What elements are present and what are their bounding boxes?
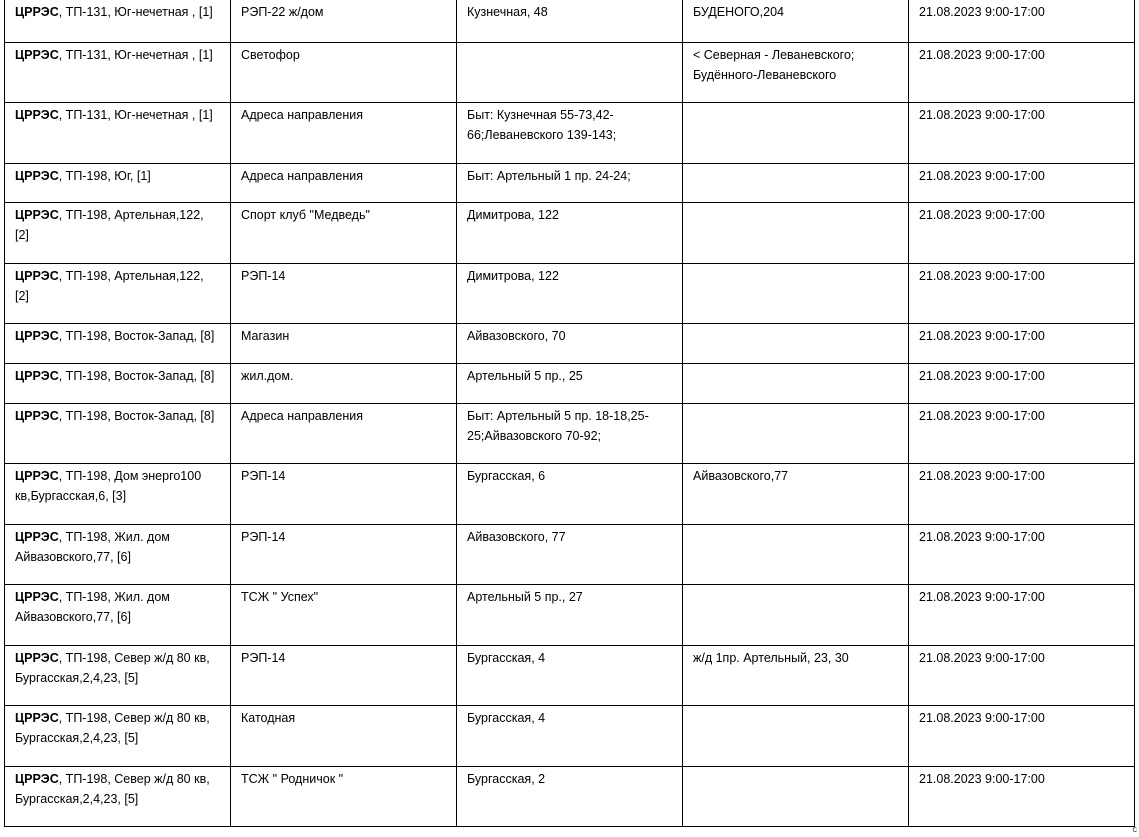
org-name: ЦРРЭС (15, 268, 59, 283)
table-row (5, 705, 1135, 766)
cell-department (5, 463, 231, 524)
substation-info: , ТП-198, Жил. дом Айвазовского,77, [6] (15, 589, 170, 624)
table-row (5, 42, 1135, 102)
substation-info: , ТП-131, Юг-нечетная , [1] (58, 107, 213, 122)
cell-extra-address: Айвазовского,77 (683, 463, 909, 524)
cell-address: Быт: Артельный 1 пр. 24-24; (457, 163, 683, 202)
cell-extra-address: БУДЕНОГО,204 (683, 0, 909, 42)
cell-extra-address (683, 584, 909, 645)
cell-date-time: 21.08.2023 9:00-17:00 (909, 584, 1135, 645)
cell-extra-address: < Северная - Леваневского; Будённого-Леваневского (683, 42, 909, 102)
cell-department (5, 403, 231, 463)
cell-address: Бургасская, 6 (457, 463, 683, 524)
cell-date-time: 21.08.2023 9:00-17:00 (909, 363, 1135, 403)
cell-address: Быт: Артельный 5 пр. 18-18,25-25;Айвазовского 70-92; (457, 403, 683, 463)
cell-consumer: Спорт клуб "Медведь" (231, 202, 457, 263)
cell-extra-address (683, 263, 909, 323)
cell-address: Бургасская, 2 (457, 766, 683, 826)
cell-address: Бургасская, 4 (457, 705, 683, 766)
cell-consumer: ТСЖ " Успех" (231, 584, 457, 645)
cell-department (5, 163, 231, 202)
cell-address: Айвазовского, 70 (457, 323, 683, 363)
table-row (5, 0, 1135, 42)
cell-department (5, 42, 231, 102)
org-name: ЦРРЭС (15, 5, 59, 19)
cell-date-time: 21.08.2023 9:00-17:00 (909, 323, 1135, 363)
cell-department (5, 102, 231, 163)
substation-info: , ТП-198, Артельная,122, [2] (15, 207, 204, 242)
table-row (5, 363, 1135, 403)
substation-info: , ТП-198, Юг, [1] (58, 168, 151, 183)
cell-date-time: 21.08.2023 9:00-17:00 (909, 524, 1135, 584)
cell-extra-address (683, 163, 909, 202)
cell-date-time: 21.08.2023 9:00-17:00 (909, 42, 1135, 102)
cell-department (5, 584, 231, 645)
cell-consumer: ТСЖ " Родничок " (231, 766, 457, 826)
org-name: ЦРРЭС (15, 168, 59, 183)
substation-info: , ТП-198, Артельная,122, [2] (15, 268, 204, 303)
substation-info: , ТП-198, Север ж/д 80 кв, Бургасская,2,4,23, [5] (15, 650, 210, 685)
cell-address: Артельный 5 пр., 25 (457, 363, 683, 403)
substation-info: , ТП-198, Север ж/д 80 кв, Бургасская,2,4,23, [5] (15, 771, 210, 806)
cell-date-time: 21.08.2023 9:00-17:00 (909, 263, 1135, 323)
table-row (5, 323, 1135, 363)
cell-department (5, 0, 231, 42)
org-name: ЦРРЭС (15, 408, 59, 423)
org-name: ЦРРЭС (15, 710, 59, 725)
outage-schedule-table (4, 0, 1135, 827)
cell-extra-address (683, 524, 909, 584)
cell-address: Айвазовского, 77 (457, 524, 683, 584)
cell-date-time: 21.08.2023 9:00-17:00 (909, 705, 1135, 766)
substation-info: , ТП-131, Юг-нечетная , [1] (58, 5, 213, 19)
cell-consumer: жил.дом. (231, 363, 457, 403)
table-row (5, 102, 1135, 163)
cell-date-time: 21.08.2023 9:00-17:00 (909, 463, 1135, 524)
table-row (5, 645, 1135, 705)
cell-consumer: Катодная (231, 705, 457, 766)
cell-extra-address (683, 202, 909, 263)
cell-date-time: 21.08.2023 9:00-17:00 (909, 163, 1135, 202)
substation-info: , ТП-198, Север ж/д 80 кв, Бургасская,2,4,23, [5] (15, 710, 210, 745)
cell-address: Артельный 5 пр., 27 (457, 584, 683, 645)
cell-address: Димитрова, 122 (457, 263, 683, 323)
org-name: ЦРРЭС (15, 529, 59, 544)
cell-consumer: Адреса направления (231, 403, 457, 463)
cell-consumer: РЭП-14 (231, 263, 457, 323)
substation-info: , ТП-198, Жил. дом Айвазовского,77, [6] (15, 529, 170, 564)
table-row (5, 263, 1135, 323)
table-body (5, 0, 1135, 826)
table-row (5, 403, 1135, 463)
cell-consumer: Магазин (231, 323, 457, 363)
org-name: ЦРРЭС (15, 328, 59, 343)
cell-consumer: РЭП-14 (231, 645, 457, 705)
cell-date-time: 21.08.2023 9:00-17:00 (909, 766, 1135, 826)
cell-extra-address (683, 403, 909, 463)
table-row (5, 463, 1135, 524)
org-name: ЦРРЭС (15, 468, 59, 483)
cell-date-time: 21.08.2023 9:00-17:00 (909, 202, 1135, 263)
cell-extra-address (683, 705, 909, 766)
table-row (5, 584, 1135, 645)
substation-info: , ТП-198, Восток-Запад, [8] (58, 408, 215, 423)
cell-date-time: 21.08.2023 9:00-17:00 (909, 102, 1135, 163)
cell-address: Бургасская, 4 (457, 645, 683, 705)
corner-mark: c (1132, 824, 1137, 834)
cell-extra-address (683, 766, 909, 826)
cell-consumer: Адреса направления (231, 163, 457, 202)
org-name: ЦРРЭС (15, 207, 59, 222)
cell-extra-address: ж/д 1пр. Артельный, 23, 30 (683, 645, 909, 705)
cell-address: Кузнечная, 48 (457, 0, 683, 42)
cell-department (5, 705, 231, 766)
cell-consumer: Светофор (231, 42, 457, 102)
org-name: ЦРРЭС (15, 650, 59, 665)
cell-consumer: РЭП-14 (231, 463, 457, 524)
cell-extra-address (683, 323, 909, 363)
cell-department (5, 766, 231, 826)
cell-address: Быт: Кузнечная 55-73,42-66;Леваневского 139-143; (457, 102, 683, 163)
table-row (5, 202, 1135, 263)
substation-info: , ТП-198, Восток-Запад, [8] (58, 368, 215, 383)
cell-department (5, 645, 231, 705)
cell-consumer: РЭП-22 ж/дом (231, 0, 457, 42)
cell-department (5, 323, 231, 363)
table-row (5, 524, 1135, 584)
cell-date-time: 21.08.2023 9:00-17:00 (909, 0, 1135, 42)
substation-info: , ТП-198, Дом энерго100 кв,Бургасская,6, [3] (15, 468, 202, 503)
org-name: ЦРРЭС (15, 47, 59, 62)
table-row (5, 766, 1135, 826)
org-name: ЦРРЭС (15, 107, 59, 122)
cell-date-time: 21.08.2023 9:00-17:00 (909, 645, 1135, 705)
cell-extra-address (683, 363, 909, 403)
table-row (5, 163, 1135, 202)
cell-date-time: 21.08.2023 9:00-17:00 (909, 403, 1135, 463)
cell-consumer: РЭП-14 (231, 524, 457, 584)
cell-consumer: Адреса направления (231, 102, 457, 163)
cell-address: Димитрова, 122 (457, 202, 683, 263)
cell-department (5, 202, 231, 263)
cell-department (5, 263, 231, 323)
org-name: ЦРРЭС (15, 589, 59, 604)
cell-department (5, 524, 231, 584)
substation-info: , ТП-198, Восток-Запад, [8] (58, 328, 215, 343)
cell-department (5, 363, 231, 403)
org-name: ЦРРЭС (15, 368, 59, 383)
cell-extra-address (683, 102, 909, 163)
substation-info: , ТП-131, Юг-нечетная , [1] (58, 47, 213, 62)
cell-address (457, 42, 683, 102)
org-name: ЦРРЭС (15, 771, 59, 786)
